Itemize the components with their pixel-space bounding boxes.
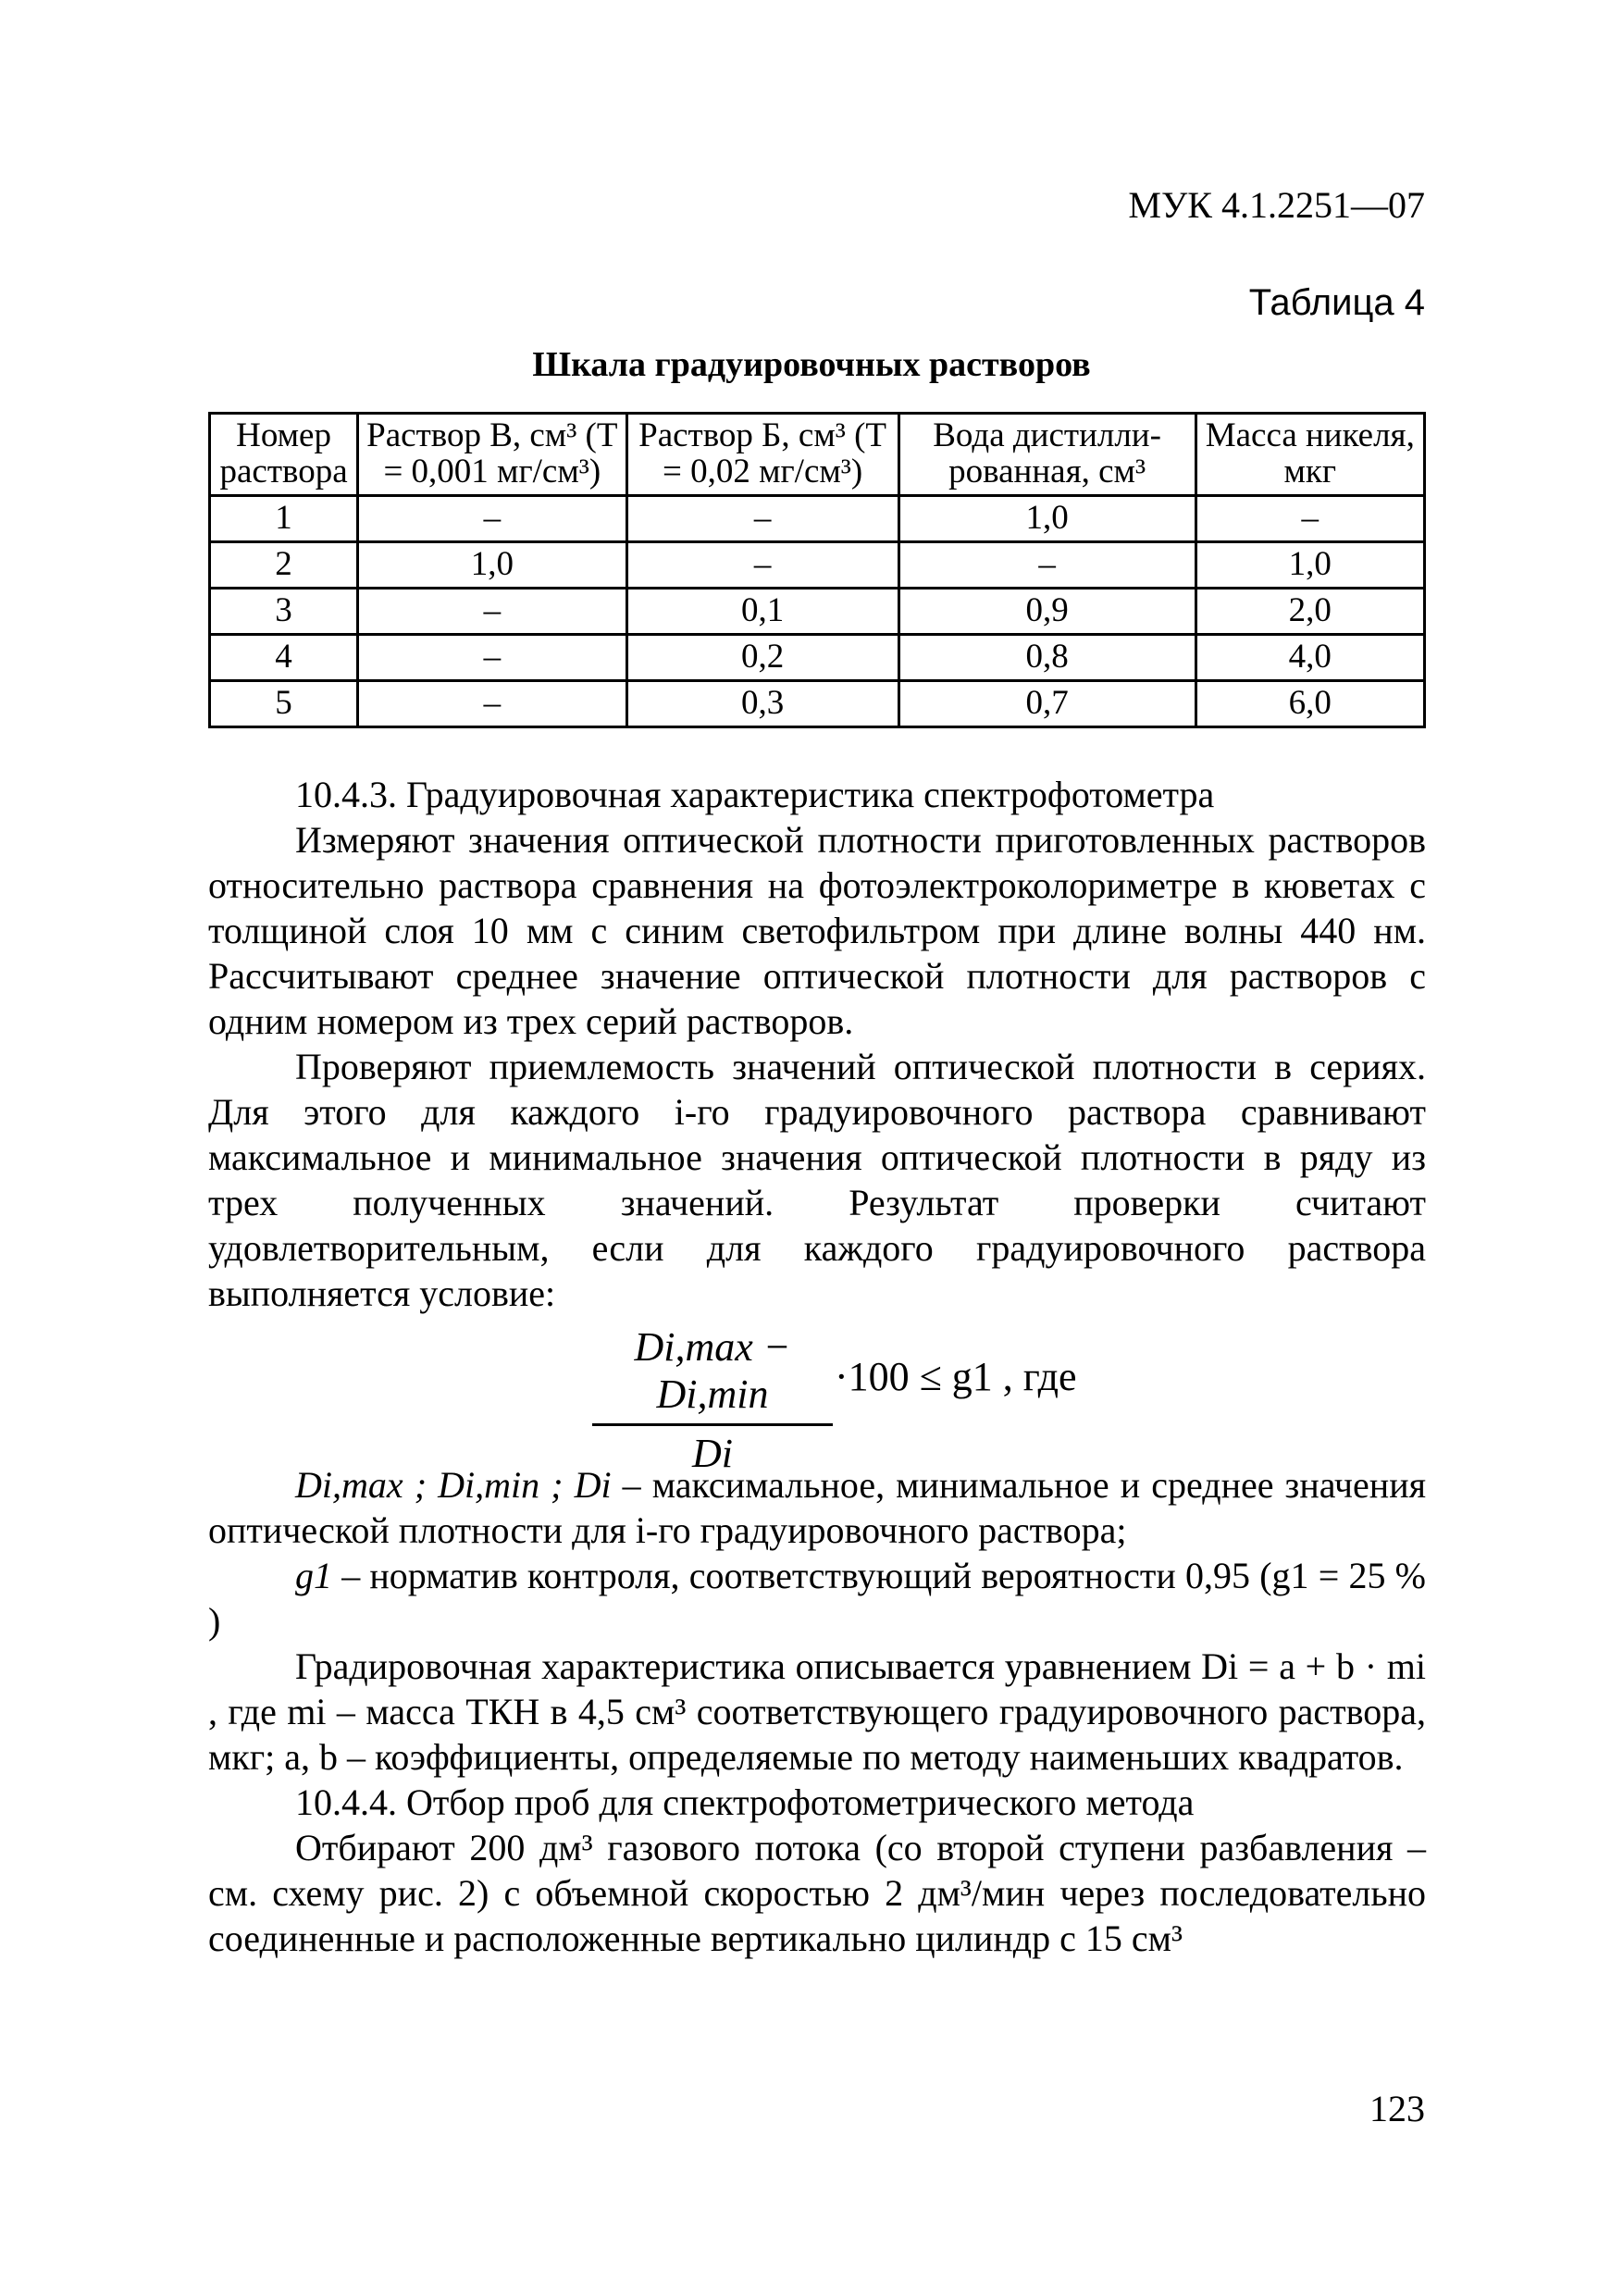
- table-cell: 0,3: [626, 681, 898, 727]
- table-cell: –: [358, 589, 626, 635]
- table-cell: 0,1: [626, 589, 898, 635]
- table-cell: –: [626, 496, 898, 542]
- table-cell: 0,9: [898, 589, 1196, 635]
- table-cell: 4,0: [1196, 635, 1424, 681]
- table-title: Шкала градуировочных растворов: [532, 345, 1091, 384]
- calibration-table: [208, 412, 1426, 728]
- table-cell: –: [358, 496, 626, 542]
- page-number: 123: [1369, 2088, 1425, 2129]
- formula-numerator: Di,max − Di,min: [634, 1324, 791, 1417]
- g-symbol: g1: [295, 1555, 332, 1596]
- table-cell: 1,0: [358, 542, 626, 589]
- table-cell: 1,0: [1196, 542, 1424, 589]
- table-cell: –: [1196, 496, 1424, 542]
- g-definition-text: – норматив контроля, соответствующий вероятности 0,95 (g1 = 25 % ): [208, 1555, 1426, 1642]
- table-header-cell: Раствор Б, см³ (Т = 0,02 мг/см³): [626, 414, 898, 496]
- table-cell: 2: [210, 542, 358, 589]
- table-cell: –: [358, 635, 626, 681]
- document-code: МУК 4.1.2251—07: [1128, 184, 1425, 226]
- d-definition-text: – максимальное, минимальное и среднее значения оптической плотности для i-го градуировочного раствора;: [208, 1464, 1426, 1551]
- section-10-4-3: [208, 772, 1426, 1316]
- table-cell: 0,8: [898, 635, 1196, 681]
- paragraph: Отбирают 200 дм³ газового потока (со второй ступени разбавления – см. схему рис. 2) с объемной скоростью 2 дм³/мин через последовательно соединенные и расположенные вертикально цилиндр с 15 см³: [208, 1827, 1426, 1959]
- section-heading: 10.4.3. Градуировочная характеристика спектрофотометра: [295, 774, 1215, 815]
- table-cell: 5: [210, 681, 358, 727]
- calibration-equation-paragraph: Градировочная характеристика описывается уравнением Di = a + b · mi , где mi – масса ТКН в 4,5 см³ соответствующего градуировочного раствора, мкг; a, b – коэффициенты, определяемые по методу наименьших квадратов.: [208, 1645, 1426, 1778]
- acceptance-formula: [592, 1323, 1240, 1476]
- table-cell: 1: [210, 496, 358, 542]
- table-row: [210, 496, 1425, 542]
- table-cell: –: [898, 542, 1196, 589]
- table-cell: 4: [210, 635, 358, 681]
- table-header-cell: Номер раствора: [210, 414, 358, 496]
- formula-denominator: Di: [692, 1431, 733, 1476]
- table-cell: 0,2: [626, 635, 898, 681]
- fraction-bar: [592, 1423, 833, 1426]
- table-row: [210, 681, 1425, 727]
- section-heading: 10.4.4. Отбор проб для спектрофотометрического метода: [295, 1781, 1195, 1823]
- table-cell: 6,0: [1196, 681, 1424, 727]
- paragraph: Измеряют значения оптической плотности приготовленных растворов относительно раствора сравнения на фотоэлектроколориметре в кюветах с толщиной слоя 10 мм с синим светофильтром при длине волны 440 нм. Рассчитывают среднее значение оптической плотности для растворов с одним номером из трех серий растворов.: [208, 819, 1426, 1042]
- table-cell: –: [626, 542, 898, 589]
- table-label: Таблица 4: [1248, 282, 1425, 323]
- paragraph: Проверяют приемлемость значений оптической плотности в сериях. Для этого для каждого i-го градуировочного раствора сравнивают максимальное и минимальное значения оптической плотности в ряду из трех полученных значений. Результат проверки считают удовлетворительным, если для каждого градуировочного раствора выполняется условие:: [208, 1046, 1426, 1314]
- table-header-cell: Вода дистилли-рованная, см³: [898, 414, 1196, 496]
- table-cell: 3: [210, 589, 358, 635]
- definitions-block: [208, 1462, 1426, 1961]
- table-cell: 0,7: [898, 681, 1196, 727]
- formula-fraction: [592, 1323, 833, 1477]
- table-cell: –: [358, 681, 626, 727]
- table-row: [210, 635, 1425, 681]
- table-row: [210, 542, 1425, 589]
- table-cell: 2,0: [1196, 589, 1424, 635]
- d-symbols: Di,max ; Di,min ; Di: [295, 1464, 612, 1506]
- table-row: [210, 589, 1425, 635]
- formula-rest: ·100 ≤ g1 , где: [835, 1354, 1077, 1399]
- table-header-cell: Масса никеля, мкг: [1196, 414, 1424, 496]
- definition-d: [208, 1462, 1426, 1553]
- table-header-cell: Раствор В, см³ (Т = 0,001 мг/см³): [358, 414, 626, 496]
- table-cell: 1,0: [898, 496, 1196, 542]
- table-header-row: [210, 414, 1425, 496]
- definition-g: [208, 1553, 1426, 1644]
